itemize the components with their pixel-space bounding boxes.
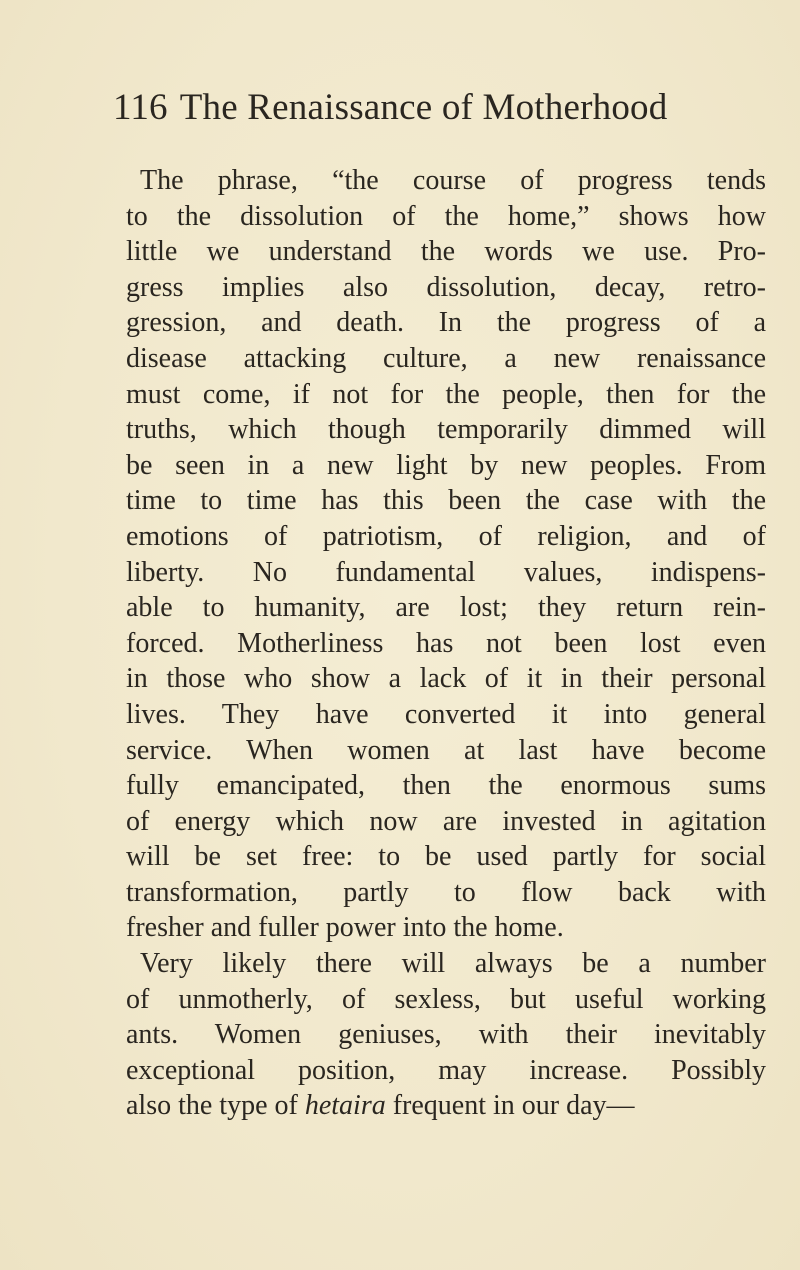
- text-line: fresher and fuller power into the home.: [126, 912, 564, 944]
- text-line: be seen in a new light by new peoples. From: [126, 449, 766, 481]
- text-line: fully emancipated, then the enormous sums: [126, 770, 766, 802]
- text-line: lives. They have converted it into general: [126, 698, 766, 730]
- text-line: gress implies also dissolution, decay, retro-: [126, 271, 766, 303]
- text-line: in those who show a lack of it in their personal: [126, 663, 766, 695]
- text-line: The phrase, “the course of progress tends: [140, 165, 766, 196]
- body-text: [126, 163, 766, 1124]
- final-line-start: also the type of: [126, 1090, 305, 1122]
- running-head: [113, 86, 667, 129]
- text-line: will be set free: to be used partly for social: [126, 841, 766, 873]
- text-line: transformation, partly to flow back with: [126, 876, 766, 908]
- text-line: ants. Women geniuses, with their inevitably: [126, 1019, 766, 1051]
- text-line: to the dissolution of the home,” shows how: [126, 200, 766, 232]
- text-line: service. When women at last have become: [126, 734, 766, 766]
- final-line-end: frequent in our day—: [385, 1090, 635, 1122]
- text-line: must come, if not for the people, then for the: [126, 378, 766, 410]
- italic-term: hetaira: [304, 1090, 386, 1122]
- text-line: of unmotherly, of sexless, but useful working: [126, 983, 766, 1015]
- text-line: exceptional position, may increase. Possibly: [126, 1054, 766, 1086]
- text-line: truths, which though temporarily dimmed will: [126, 414, 766, 446]
- text-line: forced. Motherliness has not been lost even: [126, 627, 766, 659]
- page-number: 116: [113, 87, 168, 128]
- text-line: time to time has this been the case with the: [126, 485, 766, 517]
- book-title: The Renaissance of Motherhood: [179, 87, 668, 128]
- text-line: of energy which now are invested in agitation: [126, 805, 766, 837]
- text-line: little we understand the words we use. Pro-: [126, 236, 766, 268]
- text-line: disease attacking culture, a new renaissance: [126, 342, 766, 374]
- text-line: gression, and death. In the progress of a: [126, 307, 766, 339]
- text-line: liberty. No fundamental values, indispens-: [126, 556, 766, 588]
- text-line-final: [126, 1088, 766, 1124]
- text-line: Very likely there will always be a number: [140, 948, 766, 980]
- text-line: emotions of patriotism, of religion, and of: [126, 520, 766, 552]
- text-line: able to humanity, are lost; they return rein-: [126, 592, 766, 624]
